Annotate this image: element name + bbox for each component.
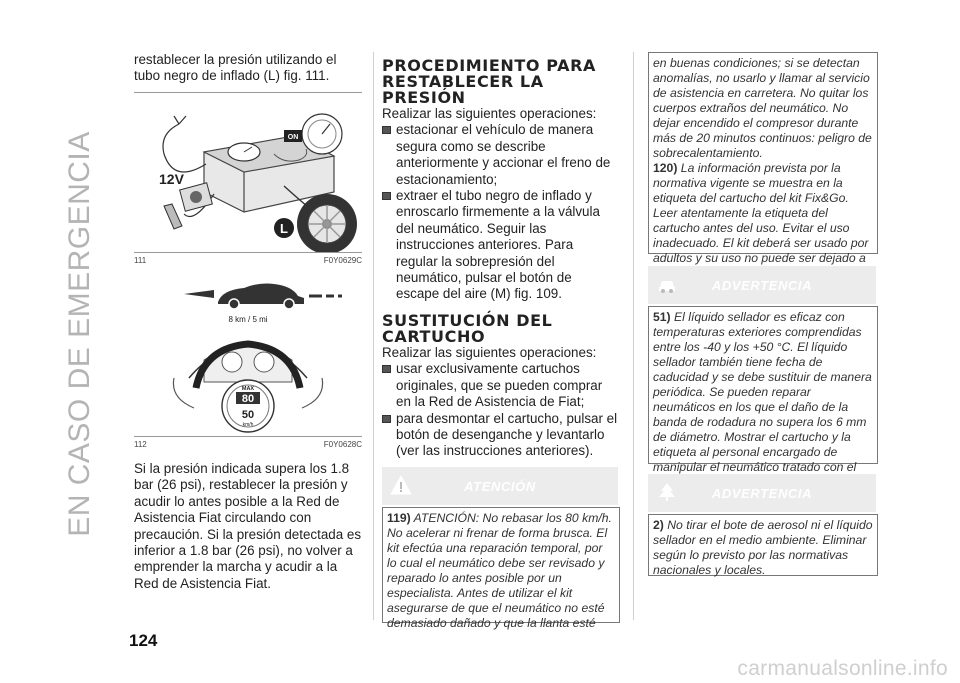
- car-warning-icon: [656, 273, 678, 295]
- warning-box: [648, 306, 878, 474]
- attention-band: [382, 467, 618, 505]
- bullet-icon: [382, 415, 391, 423]
- section-heading: SUSTITUCIÓN DEL CARTUCHO: [382, 310, 553, 346]
- column-divider: [633, 52, 634, 620]
- bullet-icon: [382, 126, 391, 134]
- note-text: La información prevista por la normativa vigente se muestra en la etiqueta del cartucho del kit Fix&Go. Leer atentamente la etiqueta del cartucho antes del uso. Evitar el uso inadecuado. El kit deberá ser usado por adultos y su uso no puede ser dejado a: [653, 161, 869, 265]
- figure-number: 112: [134, 440, 147, 449]
- page-number: 124: [129, 631, 158, 650]
- section-side-title: EN CASO DE EMERGENCIA: [63, 131, 96, 537]
- note-text: ATENCIÓN: No rebasar los 80 km/h. No acelerar ni frenar de forma brusca. El kit efectúa una reparación temporal, por lo cual el neumático debe ser revisado y reparado lo antes posible por un especialista. Antes de utilizar el kit asegurarse de que el neumático no esté demasiado dañado y que la llanta esté: [387, 511, 612, 630]
- pressure-paragraph: Si la presión indicada supera los 1.8 bar (26 psi), restablecer la presión y acudir lo antes posible a la Red de Asistencia Fiat circulando con precaución. Si la presión detectada es inferior a 1.8 bar (26 psi), no volver a emprender la marcha y acudir a la Red de Asistencia Fiat.: [134, 461, 362, 591]
- note-text: No tirar el bote de aerosol ni el líquido sellador en el medio ambiente. Eliminar según lo previsto por las normativas nacionales y locales.: [653, 518, 873, 577]
- gauge-80: 80: [241, 393, 255, 405]
- attention-box: [382, 507, 620, 630]
- warning-title: ADVERTENCIA: [711, 277, 813, 293]
- list-item: [382, 361, 618, 410]
- figure-code: F0Y0628C: [323, 440, 362, 449]
- warning-text: [649, 307, 877, 493]
- list-item-text: para desmontar el cartucho, pulsar el botón de desenganche y levantarlo (ver las instrucciones anteriores).: [396, 410, 618, 459]
- lead-paragraph: Realizar las siguientes operaciones:: [382, 106, 597, 121]
- warning-text: [649, 515, 877, 581]
- note-text: El líquido sellador es eficaz con temperaturas exteriores comprendidas entre los -40 y los +50 °C. El líquido sellador también tiene fecha de caducidad y se debe sustituir de manera periódica. Se pueden reparar neumáticos en los que el daño de la banda de rodadura no supera los 6 mm de diámetro. Mostrar el cartucho y la etiqueta al personal encargado de manipular el neumático tratado con el: [653, 310, 872, 474]
- list-item-text: estacionar el vehículo de manera segura como se describe anteriormente y accionar el freno de estacionamiento;: [396, 122, 611, 187]
- watermark: carmanualsonline.info: [737, 657, 948, 680]
- figure-112: [134, 278, 362, 449]
- figure-caption: [134, 252, 362, 265]
- column-2: [382, 58, 618, 460]
- continued-attention-box: [648, 52, 878, 265]
- compressor-illustration: [134, 94, 362, 252]
- note-number: 119): [387, 511, 411, 525]
- figure-code: F0Y0629C: [323, 256, 362, 265]
- column-1-lower: [134, 461, 362, 592]
- attention-title: ATENCIÓN: [464, 478, 536, 494]
- speed-limit-illustration: [134, 278, 362, 434]
- speed-label: 8 km / 5 mi: [228, 315, 268, 324]
- note-number: 2): [653, 518, 664, 532]
- lead-paragraph: Realizar las siguientes operaciones:: [382, 344, 597, 360]
- list-item: [382, 122, 618, 188]
- figure-number: 111: [134, 256, 147, 265]
- list-item-text: usar exclusivamente cartuchos originales, que se pueden comprar en la Red de Asistencia de Fiat;: [396, 361, 603, 410]
- on-label: ON: [287, 134, 299, 141]
- note-number: 120): [653, 161, 678, 175]
- figure-rule: [134, 92, 362, 93]
- environment-tree-icon: [656, 481, 678, 503]
- list-item: [382, 188, 618, 303]
- gauge-unit: km/h: [242, 422, 254, 428]
- warning-band: [648, 474, 876, 512]
- attention-text: [383, 508, 619, 634]
- warning-title: ADVERTENCIA: [711, 485, 813, 501]
- bullet-icon: [382, 365, 391, 373]
- column-divider: [373, 52, 374, 620]
- warning-box: [648, 514, 878, 576]
- continued-text: [649, 53, 877, 284]
- intro-paragraph: restablecer la presión utilizando el tubo negro de inflado (L) fig. 111.: [134, 52, 337, 84]
- column-1: [134, 52, 362, 85]
- section-heading: PROCEDIMIENTO PARA RESTABLECER LA PRESIÓN: [382, 56, 596, 107]
- l-marker: L: [280, 221, 288, 236]
- list-item-text: extraer el tubo negro de inflado y enroscarlo firmemente a la válvula del neumático. Seguir las instrucciones anteriores. Para regular la sobrepresión del neumático, pulsar el botón de escape del aire (M) fig. 109.: [396, 188, 600, 302]
- warning-triangle-icon: [390, 474, 412, 496]
- bullet-icon: [382, 192, 391, 200]
- gauge-max-label: MAX: [241, 386, 255, 392]
- continued-note-text: en buenas condiciones; si se detectan anomalías, no usarlo y llamar al servicio de asistencia en carretera. No quitar los cuerpos extraños del neumático. No dejar encendido el compresor durante más de 20 minutos continuos: peligro de sobrecalentamiento.: [653, 56, 872, 160]
- 12v-label: 12V: [159, 171, 184, 187]
- figure-111: [134, 92, 362, 268]
- warning-band: [648, 266, 876, 304]
- list-item: [382, 411, 618, 460]
- figure-caption: [134, 436, 362, 449]
- gauge-50: 50: [241, 409, 255, 421]
- note-number: 51): [653, 310, 671, 324]
